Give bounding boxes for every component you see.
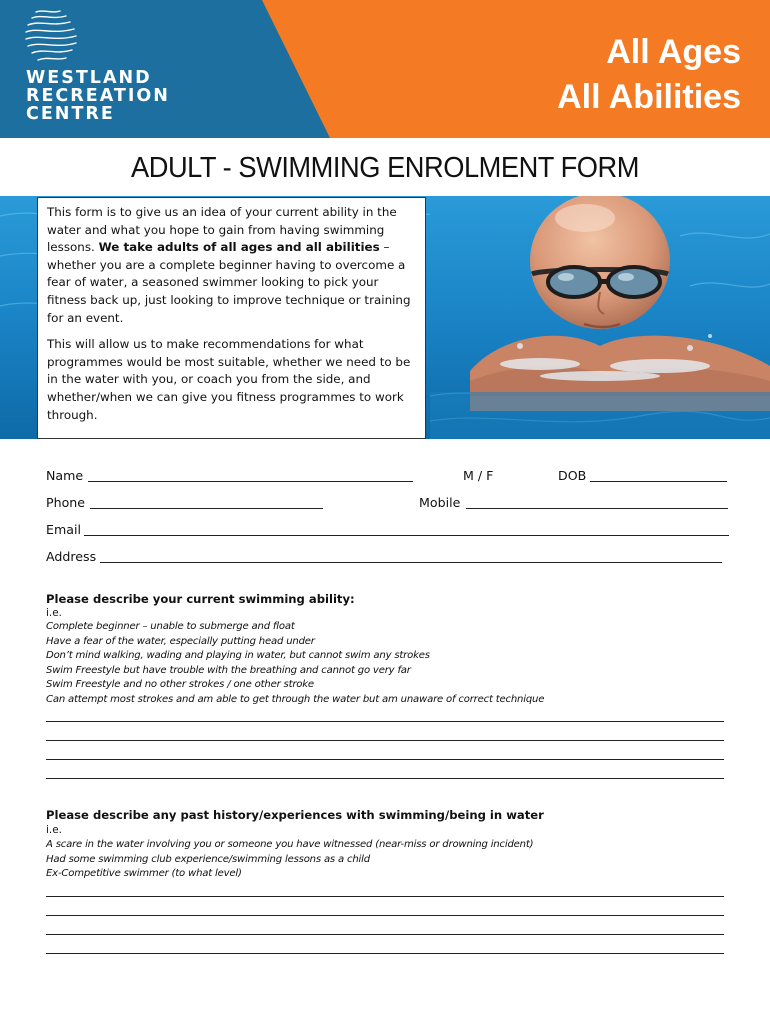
logo-line-1: WESTLAND: [26, 68, 152, 88]
dob-input-line[interactable]: [590, 481, 727, 482]
name-input-line[interactable]: [88, 481, 413, 482]
dob-label: DOB: [558, 468, 587, 483]
ability-example: Have a fear of the water, especially putting head under: [46, 635, 315, 647]
ability-example: Swim Freestyle but have trouble with the breathing and cannot go very far: [46, 664, 411, 676]
tagline-line-1: All Ages: [606, 33, 741, 71]
intro-text: This form is to give us an idea of your current ability in the water and what you hope to gain from having swimming lessons.: [47, 205, 397, 255]
phone-label: Phone: [46, 495, 86, 510]
tagline-line-2: All Abilities: [557, 78, 741, 116]
wave-logo-icon: [22, 8, 82, 66]
mobile-input-line[interactable]: [466, 508, 728, 509]
ability-section-heading: Please describe your current swimming ability:: [46, 592, 355, 606]
email-input-line[interactable]: [84, 535, 729, 536]
ability-answer-line[interactable]: [46, 759, 724, 760]
email-label: Email: [46, 522, 81, 537]
history-answer-line[interactable]: [46, 915, 724, 916]
logo-line-2: RECREATION: [26, 86, 170, 106]
intro-text-continued: – whether you are a complete beginner having to overcome a fear of water, a seasoned swimmer looking to pick your fitness back up, just looking to improve technique or training for an event.: [47, 240, 411, 325]
history-example: A scare in the water involving you or someone you have witnessed (near-miss or drowning incident): [46, 839, 534, 850]
history-example: Ex-Competitive swimmer (to what level): [46, 868, 242, 879]
header-banner: [0, 0, 770, 138]
history-answer-line[interactable]: [46, 934, 724, 935]
sex-label[interactable]: M / F: [463, 468, 494, 483]
intro-bold-text: We take adults of all ages and all abilities: [98, 240, 380, 255]
ability-answer-line[interactable]: [46, 740, 724, 741]
address-label: Address: [46, 549, 97, 564]
history-ie-label: i.e.: [46, 824, 62, 836]
history-examples: [46, 838, 533, 882]
ability-example: Can attempt most strokes and am able to get through the water but am unaware of correct technique: [46, 693, 545, 705]
phone-input-line[interactable]: [90, 508, 323, 509]
logo-line-3: CENTRE: [26, 104, 115, 124]
intro-paragraph-2: This will allow us to make recommendations for what programmes would be most suitable, whether we need to be in the water with you, or coach you from the side, and whether/when we can give you fitness programmes to work through.: [47, 337, 411, 422]
mobile-label: Mobile: [419, 495, 461, 510]
ability-examples: [46, 620, 544, 707]
history-example: Had some swimming club experience/swimming lessons as a child: [46, 853, 370, 865]
page-title: ADULT - SWIMMING ENROLMENT FORM: [131, 152, 639, 184]
history-answer-line[interactable]: [46, 896, 724, 897]
history-answer-line[interactable]: [46, 953, 724, 954]
ability-example: Complete beginner – unable to submerge and float: [46, 621, 295, 632]
ability-answer-line[interactable]: [46, 721, 724, 722]
address-input-line[interactable]: [100, 562, 722, 563]
history-section-heading: Please describe any past history/experiences with swimming/being in water: [46, 808, 544, 822]
ability-answer-line[interactable]: [46, 778, 724, 779]
ability-example: Don’t mind walking, wading and playing in water, but cannot swim any strokes: [46, 650, 430, 661]
logo-wordmark: [26, 69, 170, 123]
ability-example: Swim Freestyle and no other strokes / one other stroke: [46, 679, 314, 690]
intro-paragraph-1: [47, 204, 416, 327]
name-label: Name: [46, 468, 84, 483]
ability-ie-label: i.e.: [46, 607, 62, 619]
tagline: [557, 30, 741, 120]
intro-text-box: [37, 197, 426, 439]
